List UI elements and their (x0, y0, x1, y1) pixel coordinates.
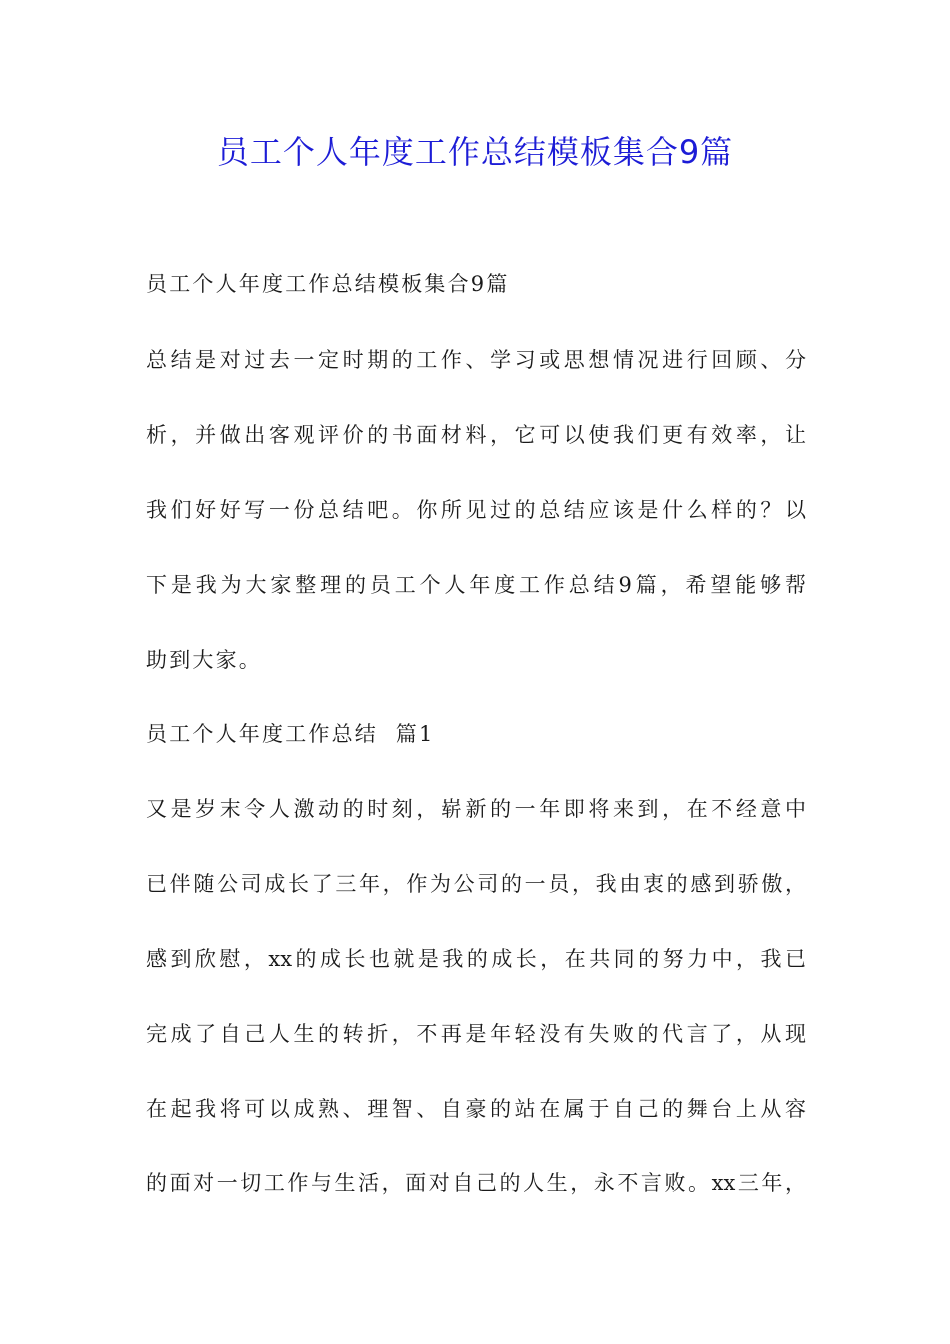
paragraph-line: 完成了自己人生的转折，不再是年轻没有失败的代言了，从现 (146, 1022, 806, 1046)
paragraph-line: 在起我将可以成熟、理智、自豪的站在属于自己的舞台上从容 (146, 1097, 806, 1121)
paragraph-line: 的面对一切工作与生活，面对自己的人生，永不言败。xx三年， (146, 1171, 806, 1195)
paragraph-line: 感到欣慰，xx的成长也就是我的成长，在共同的努力中，我已 (146, 947, 806, 971)
paragraph-line: 又是岁末令人激动的时刻，崭新的一年即将来到，在不经意中 (146, 797, 806, 821)
section-heading: 员工个人年度工作总结 篇1 (146, 722, 435, 746)
paragraph-line: 助到大家。 (146, 648, 262, 672)
paragraph-line: 总结是对过去一定时期的工作、学习或思想情况进行回顾、分 (146, 348, 806, 372)
paragraph-line: 下是我为大家整理的员工个人年度工作总结9篇，希望能够帮 (146, 573, 806, 597)
paragraph-line: 析，并做出客观评价的书面材料，它可以使我们更有效率，让 (146, 423, 806, 447)
subtitle-line: 员工个人年度工作总结模板集合9篇 (146, 272, 510, 296)
paragraph-line: 已伴随公司成长了三年，作为公司的一员，我由衷的感到骄傲， (146, 872, 806, 896)
document-title: 员工个人年度工作总结模板集合9篇 (216, 133, 734, 171)
paragraph-line: 我们好好写一份总结吧。你所见过的总结应该是什么样的？以 (146, 498, 806, 522)
